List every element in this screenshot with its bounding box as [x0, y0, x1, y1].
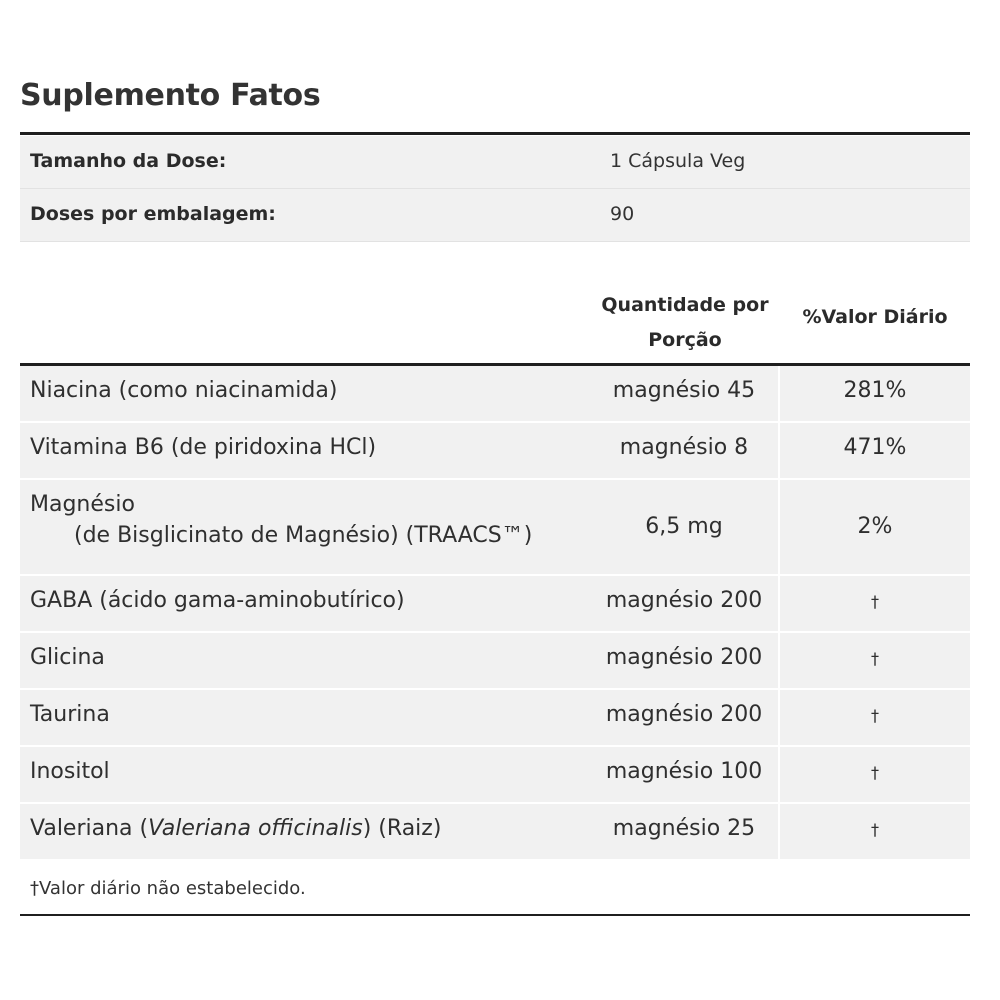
nutrient-daily-value: † — [871, 820, 879, 839]
nutrient-name-block — [30, 492, 532, 548]
table-row — [20, 690, 970, 747]
table-row — [20, 576, 970, 633]
nutrient-amount: magnésio 200 — [605, 588, 763, 613]
servings-per-container-value: 90 — [610, 203, 635, 225]
footnote-text: †Valor diário não estabelecido. — [30, 878, 306, 899]
nutrient-table — [20, 366, 970, 861]
table-row — [20, 633, 970, 690]
nutrient-daily-value: 281% — [843, 378, 907, 403]
nutrient-name: Vitamina B6 (de piridoxina HCl) — [30, 435, 377, 460]
table-row — [20, 747, 970, 804]
table-row — [20, 423, 970, 480]
nutrient-amount: magnésio 100 — [605, 759, 763, 784]
nutrient-daily-value: 471% — [843, 435, 907, 460]
nutrient-name: GABA (ácido gama-aminobutírico) — [30, 588, 405, 613]
top-divider — [20, 132, 970, 135]
bottom-divider — [20, 914, 970, 916]
nutrient-name: Inositol — [30, 759, 110, 784]
nutrient-name-suffix: ) (Raiz) — [362, 816, 442, 841]
nutrient-amount: magnésio 25 — [612, 816, 756, 841]
nutrient-name: Niacina (como niacinamida) — [30, 378, 338, 403]
nutrient-daily-value: † — [871, 592, 879, 611]
table-row — [20, 480, 970, 576]
nutrient-amount: magnésio 200 — [605, 702, 763, 727]
nutrient-amount: 6,5 mg — [645, 514, 723, 539]
table-row — [20, 804, 970, 861]
servings-per-container-label: Doses por embalagem: — [30, 203, 276, 225]
serving-info — [20, 136, 970, 242]
column-headers — [20, 283, 970, 363]
nutrient-daily-value: † — [871, 763, 879, 782]
serving-size-label: Tamanho da Dose: — [30, 150, 227, 172]
nutrient-name: Taurina — [30, 702, 110, 727]
nutrient-name-detail: (de Bisglicinato de Magnésio) (TRAACS™) — [74, 523, 533, 548]
amount-per-serving-header: Quantidade por Porção — [601, 294, 769, 351]
page-title: Suplemento Fatos — [20, 78, 321, 113]
nutrient-name-prefix: Valeriana ( — [30, 816, 149, 841]
serving-size-value: 1 Cápsula Veg — [610, 150, 746, 172]
table-row — [20, 366, 970, 423]
nutrient-name: Glicina — [30, 645, 105, 670]
nutrient-latin-name: Valeriana officinalis — [148, 816, 363, 841]
serving-size-row — [20, 136, 970, 189]
nutrient-amount: magnésio 200 — [605, 645, 763, 670]
nutrient-amount: magnésio 45 — [612, 378, 756, 403]
footnote — [20, 866, 970, 916]
nutrient-daily-value: 2% — [857, 514, 893, 539]
nutrient-daily-value: † — [871, 649, 879, 668]
nutrient-name — [30, 816, 441, 841]
servings-per-container-row — [20, 189, 970, 242]
nutrient-daily-value: † — [871, 706, 879, 725]
daily-value-header: %Valor Diário — [802, 306, 948, 328]
nutrient-amount: magnésio 8 — [619, 435, 749, 460]
nutrient-name: Magnésio — [30, 492, 135, 517]
